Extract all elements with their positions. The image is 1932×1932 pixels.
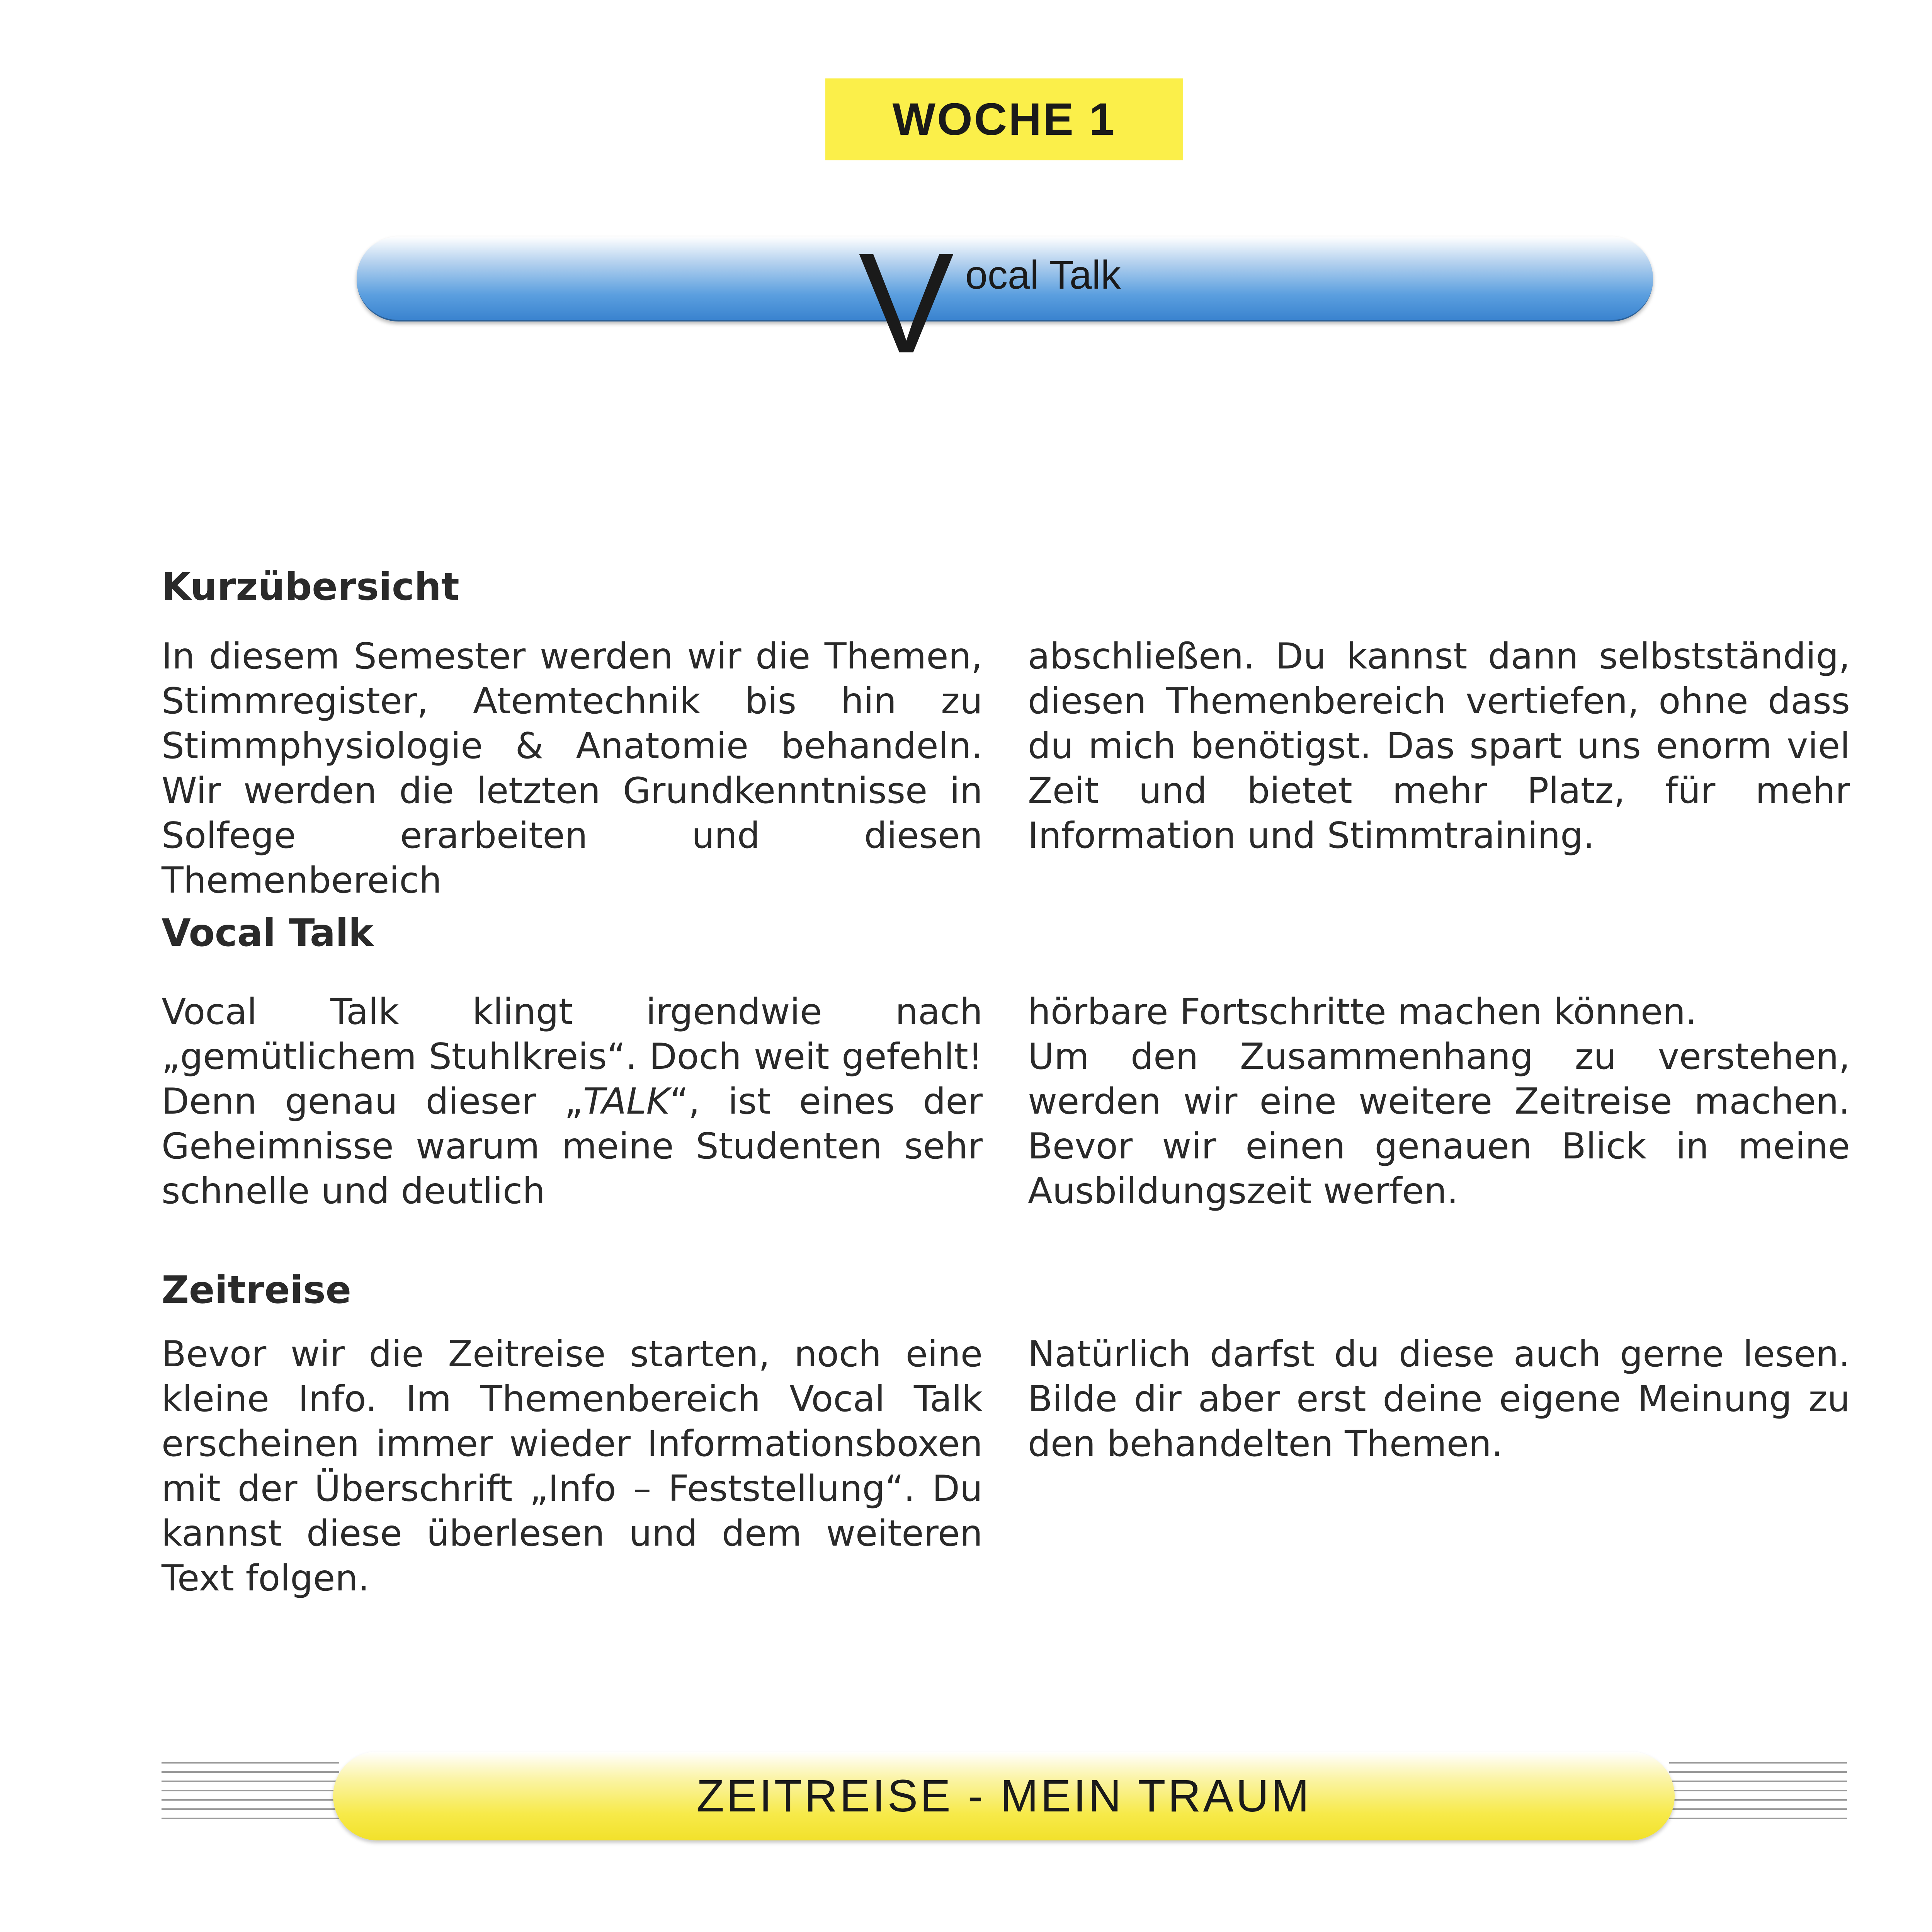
kurz-left-column (162, 634, 983, 903)
talk-emphasis: TALK (583, 1080, 670, 1122)
vocal-right-column (1028, 989, 1850, 1213)
kurz-right-column (1028, 634, 1850, 858)
week-badge: WOCHE 1 (825, 78, 1183, 160)
kurz-left-text: In diesem Semester werden wir die Themen, Stimmregister, Atemtechnik bis hin zu Stimmphysiologie & Anatomie behandeln. Wir werden die letzten Grundkenntnisse in Solfege erarbeiten und diesen Themenbereich (162, 635, 983, 901)
chapter-title: ocal Talk (965, 253, 1121, 298)
vocal-right-text-1: hörbare Fortschritte machen können. (1028, 991, 1697, 1032)
zeit-right-text: Natürlich darfst du diese auch gerne lesen. Bilde dir aber erst deine eigene Meinung zu den behandelten Themen. (1028, 1333, 1850, 1464)
decorative-lines-left (162, 1754, 339, 1824)
decorative-lines-right (1669, 1754, 1847, 1824)
zeit-left-column (162, 1332, 983, 1600)
heading-vocal-talk: Vocal Talk (162, 911, 374, 955)
heading-kurzuebersicht: Kurzübersicht (162, 565, 459, 609)
kurz-right-text: abschließen. Du kannst dann selbstständig, diesen Themenbereich vertiefen, ohne dass du mich benötigst. Das spart uns enorm viel Zeit und bietet mehr Platz, für mehr Information und Stimmtraining. (1028, 635, 1850, 856)
zeit-left-text: Bevor wir die Zeitreise starten, noch eine kleine Info. Im Themenbereich Vocal Talk erscheinen immer wieder Informationsboxen mit der Überschrift „Info – Feststellung“. Du kannst diese überlesen und dem weiteren Text folgen. (162, 1333, 983, 1599)
zeit-right-column (1028, 1332, 1850, 1466)
vocal-right-text-2: Um den Zusammenhang zu verstehen, werden wir eine weitere Zeitreise machen. Bevor wir einen genauen Blick in meine Ausbildungszeit werfen. (1028, 1036, 1850, 1212)
heading-zeitreise: Zeitreise (162, 1268, 352, 1312)
section-banner: ZEITREISE - MEIN TRAUM (333, 1752, 1675, 1840)
vocal-left-text: Vocal Talk klingt irgendwie nach „gemütlichem Stuhlkreis“. Doch weit gefehlt! Denn genau dieser „TALK“, ist eines der Geheimnisse warum meine Studenten sehr schnelle und deutlich (162, 991, 983, 1212)
chapter-title-initial: V (859, 223, 954, 383)
vocal-left-column (162, 989, 983, 1213)
